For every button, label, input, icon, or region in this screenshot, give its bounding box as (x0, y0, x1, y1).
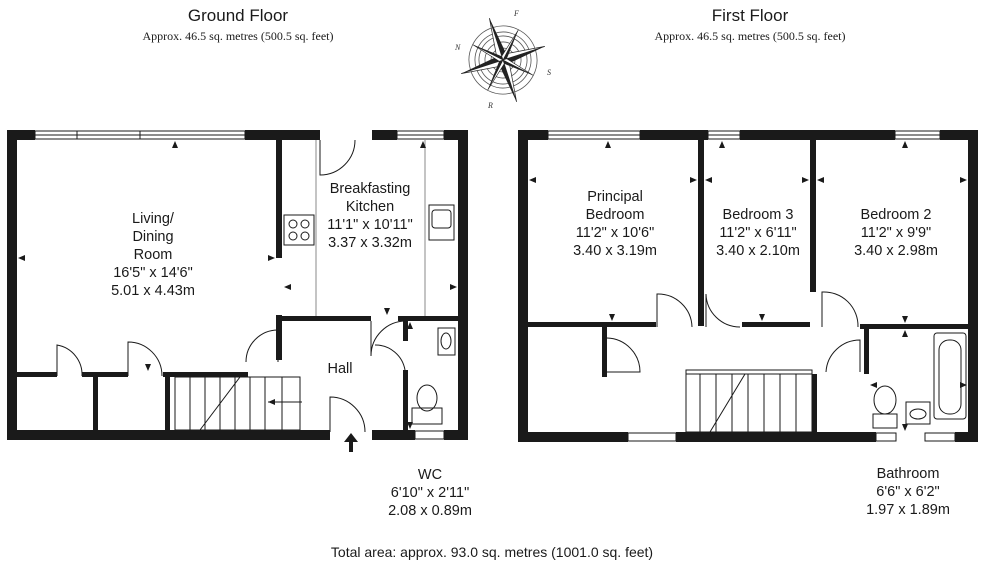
entrance-arrow (344, 433, 358, 452)
total-area: Total area: approx. 93.0 sq. metres (1001.0 sq. feet) (330, 544, 654, 560)
first-floor-area: Approx. 46.5 sq. metres (500.5 sq. feet) (654, 29, 846, 43)
compass-letter: S (547, 68, 551, 77)
door (607, 292, 860, 372)
compass-letter: R (488, 101, 493, 110)
wc-fittings (412, 328, 455, 424)
ground-floor-plan (7, 130, 468, 452)
hall-label: Hall (327, 361, 353, 377)
compass-rose-icon (448, 5, 559, 116)
breakfasting-kitchen-label: Breakfasting Kitchen 11'1" x 10'11" 3.37 x 3.32m (327, 181, 413, 251)
wc-label: WC 6'10" x 2'11" 2.08 x 0.89m (388, 467, 472, 519)
bathroom-fittings (873, 333, 966, 428)
bedroom-2-label: Bedroom 2 11'2" x 9'9" 3.40 x 2.98m (854, 207, 938, 259)
ground-floor-area: Approx. 46.5 sq. metres (500.5 sq. feet) (142, 29, 334, 43)
first-floor-title: First Floor (711, 6, 789, 25)
living-dining-room-label: Living/ Dining Room 16'5" x 14'6" 5.01 x 4.43m (111, 211, 195, 299)
compass-letter: F (514, 9, 519, 18)
window (548, 131, 955, 441)
principal-bedroom-label: Principal Bedroom 11'2" x 10'6" 3.40 x 3.19m (573, 189, 657, 259)
staircase (686, 370, 812, 432)
bathroom-label: Bathroom 6'6" x 6'2" 1.97 x 1.89m (866, 466, 950, 518)
ground-floor-title: Ground Floor (187, 6, 289, 25)
bedroom-3-label: Bedroom 3 11'2" x 6'11" 3.40 x 2.10m (716, 207, 800, 259)
first-floor-plan (518, 130, 978, 442)
compass-letter: N (455, 43, 461, 52)
staircase (175, 377, 302, 430)
